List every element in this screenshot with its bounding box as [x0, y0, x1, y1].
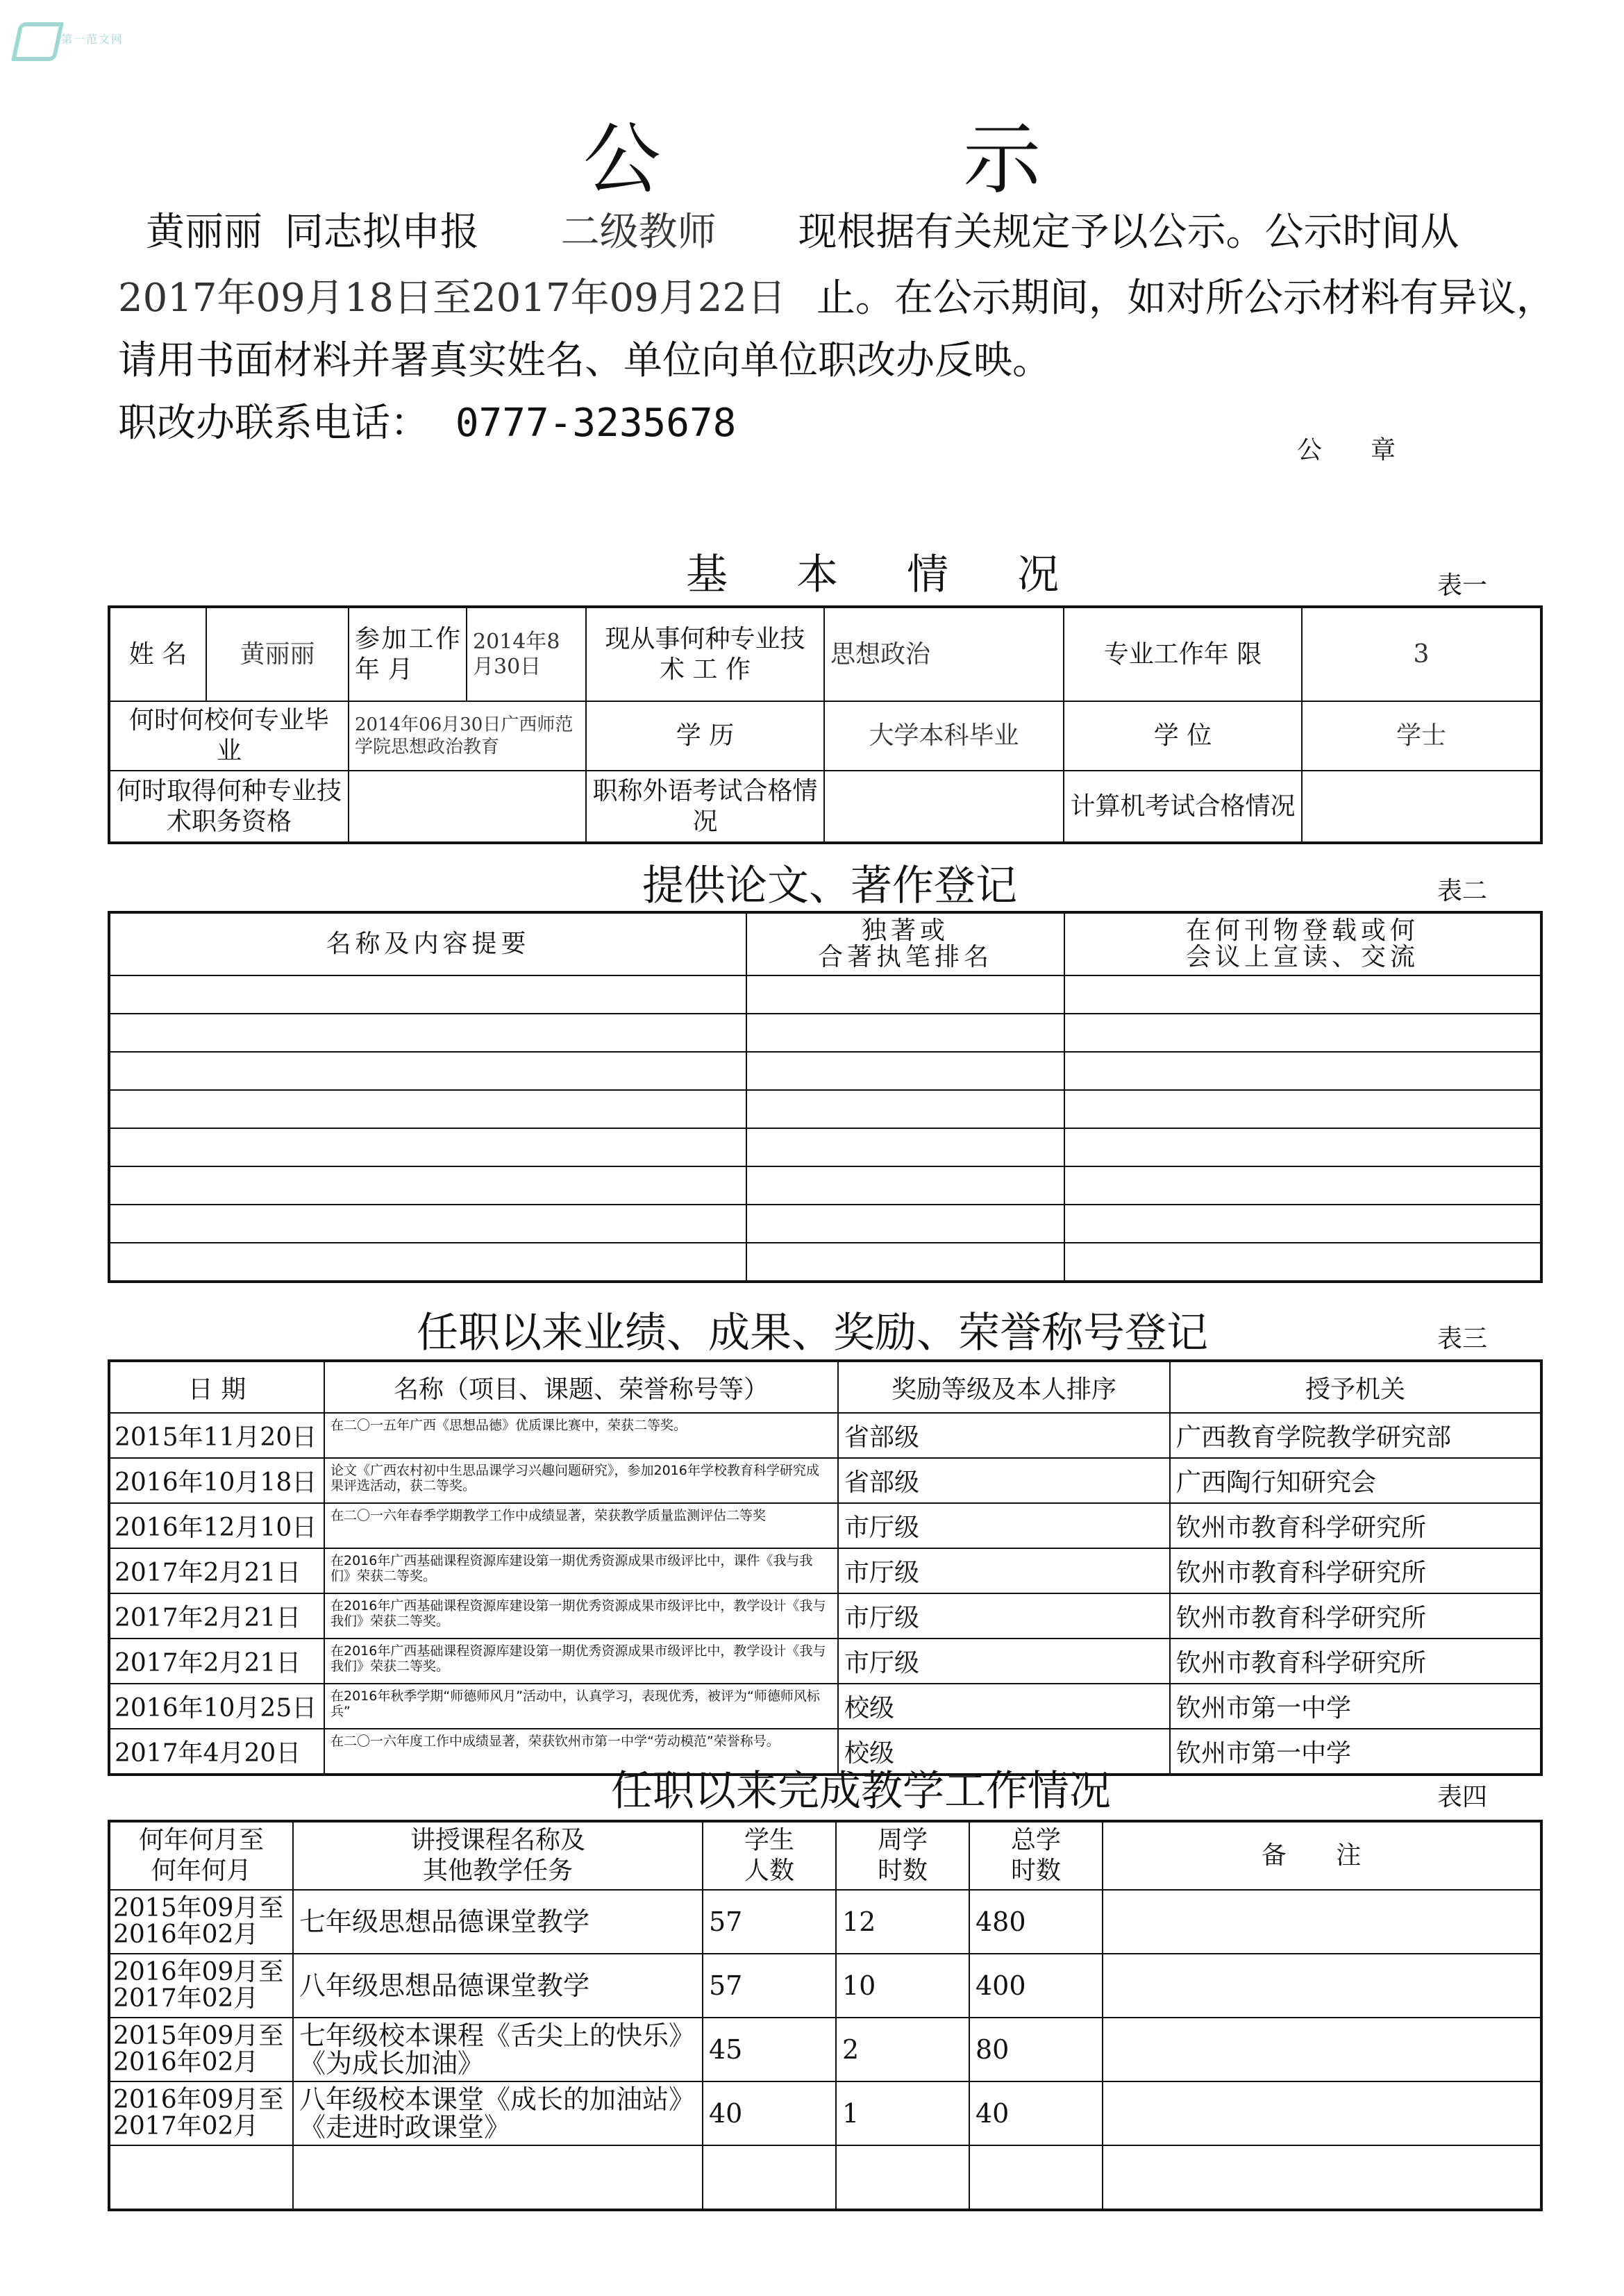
teaching-note	[1103, 1954, 1541, 2018]
teaching-weekly-hours: 1	[836, 2081, 969, 2145]
table-row	[109, 1090, 1541, 1128]
teaching-work-table	[108, 1820, 1543, 2211]
table-row	[109, 1052, 1541, 1090]
papers-cell	[746, 1128, 1064, 1166]
teaching-period-to: 2016年02月	[113, 1920, 259, 1949]
foreign-language-value	[824, 771, 1064, 843]
teaching-total-hours: 480	[969, 1890, 1103, 1954]
teaching-header-total	[969, 1821, 1103, 1890]
papers-cell	[746, 1014, 1064, 1052]
table-row	[109, 1503, 1541, 1548]
degree-label: 学 位	[1064, 701, 1302, 771]
papers-header-author-a: 独著或	[861, 916, 949, 945]
achievement-level: 市厅级	[838, 1593, 1170, 1639]
teaching-period	[109, 1954, 293, 2018]
phone-label: 职改办联系电话：	[118, 401, 429, 446]
papers-header-venue-b: 会议上宣读、交流	[1185, 943, 1419, 971]
work-start-label: 参加工作年 月	[349, 607, 467, 701]
papers-cell	[746, 1166, 1064, 1205]
table-row	[109, 1458, 1541, 1503]
teaching-header-period-b: 何年何月	[151, 1857, 251, 1885]
teaching-period-from: 2016年09月至	[113, 1958, 284, 1986]
teaching-course: 七年级思想品德课堂教学	[293, 1890, 703, 1954]
teaching-header-course-b: 其他教学任务	[422, 1857, 573, 1885]
achievements-header-org: 授予机关	[1170, 1361, 1541, 1413]
papers-cell	[1064, 1166, 1541, 1205]
achievement-description: 在2016年广西基础课程资源库建设第一期优秀资源成果市级评比中，教学设计《我与我们》荣获二等奖。	[324, 1639, 838, 1684]
qualification-value	[349, 771, 586, 843]
notice-text-1a: 同志拟申报	[284, 210, 479, 255]
teaching-students: 45	[703, 2018, 836, 2081]
years-value: 3	[1302, 607, 1541, 701]
achievement-date: 2016年12月10日	[109, 1503, 324, 1548]
teaching-period	[109, 2081, 293, 2145]
papers-cell	[746, 1052, 1064, 1090]
achievement-date: 2017年2月21日	[109, 1548, 324, 1593]
papers-cell	[746, 975, 1064, 1014]
teaching-total-hours: 400	[969, 1954, 1103, 2018]
table-row	[109, 1205, 1541, 1243]
table-row	[109, 1128, 1541, 1166]
papers-table	[108, 911, 1543, 1283]
achievement-description: 在2016年广西基础课程资源库建设第一期优秀资源成果市级评比中，课件《我与我们》荣获二等奖。	[324, 1548, 838, 1593]
teaching-total-hours	[969, 2145, 1103, 2210]
table-row	[109, 975, 1541, 1014]
papers-cell	[109, 1014, 746, 1052]
achievement-org: 钦州市教育科学研究所	[1170, 1548, 1541, 1593]
achievement-org: 钦州市第一中学	[1170, 1729, 1541, 1775]
notice-text-1b: 现根据有关规定予以公示。公示时间从	[798, 210, 1459, 255]
computer-exam-value	[1302, 771, 1541, 843]
logo-text: 第一范文网	[61, 33, 124, 46]
table-row	[109, 1639, 1541, 1684]
teaching-header-period-a: 何年何月至	[138, 1826, 264, 1854]
current-major-label: 现从事何种专业技 术 工 作	[586, 607, 824, 701]
papers-header-author	[746, 912, 1064, 975]
teaching-weekly-hours: 2	[836, 2018, 969, 2081]
teaching-period-from: 2015年09月至	[113, 1894, 284, 1922]
papers-header-name: 名称及内容提要	[109, 912, 746, 975]
achievement-level: 市厅级	[838, 1503, 1170, 1548]
current-major-value: 思想政治	[824, 607, 1064, 701]
teaching-students	[703, 2145, 836, 2210]
work-start-value: 2014年8月30日	[467, 607, 586, 701]
phone-number: 0777-3235678	[455, 401, 737, 446]
papers-header-author-b: 合著执笔排名	[817, 943, 993, 971]
achievement-date: 2017年4月20日	[109, 1729, 324, 1775]
teaching-period-to: 2017年02月	[113, 1984, 259, 2013]
official-seal-label: 公章	[1297, 436, 1445, 464]
table-row	[109, 2081, 1541, 2145]
basic-info-table	[108, 605, 1543, 844]
teaching-weekly-hours: 12	[836, 1890, 969, 1954]
table-row	[109, 2145, 1541, 2210]
achievement-description: 论文《广西农村初中生思品课学习兴趣问题研究》，参加2016年学校教育科学研究成果评选活动，获二等奖。	[324, 1458, 838, 1503]
table-row	[109, 1166, 1541, 1205]
papers-cell	[1064, 1052, 1541, 1090]
papers-cell	[1064, 1128, 1541, 1166]
table4-number: 表四	[1437, 1783, 1488, 1811]
table1-number: 表一	[1437, 571, 1488, 600]
achievement-level: 省部级	[838, 1458, 1170, 1503]
teaching-course	[293, 2145, 703, 2210]
papers-cell	[109, 1128, 746, 1166]
teaching-period-from: 2016年09月至	[113, 2086, 284, 2114]
teaching-header-students-b: 人数	[744, 1857, 794, 1885]
achievement-org: 钦州市教育科学研究所	[1170, 1503, 1541, 1548]
achievements-header-name: 名称（项目、课题、荣誉称号等）	[324, 1361, 838, 1413]
papers-cell	[109, 1090, 746, 1128]
papers-cell	[1064, 1205, 1541, 1243]
teaching-header-weekly-b: 时数	[877, 1857, 928, 1885]
computer-exam-label: 计算机考试合格情况	[1064, 771, 1302, 843]
achievement-date: 2016年10月25日	[109, 1684, 324, 1729]
teaching-course: 八年级思想品德课堂教学	[293, 1954, 703, 2018]
graduation-label: 何时何校何专业毕 业	[109, 701, 349, 771]
table2-number: 表二	[1437, 877, 1488, 905]
teaching-period	[109, 2145, 293, 2210]
notice-line-1	[118, 201, 1459, 257]
papers-cell	[746, 1205, 1064, 1243]
papers-cell	[109, 975, 746, 1014]
achievements-header-date: 日 期	[109, 1361, 324, 1413]
teaching-note	[1103, 2145, 1541, 2210]
name-value: 黄丽丽	[206, 607, 349, 701]
teaching-course: 八年级校本课堂《成长的加油站》《走进时政课堂》	[293, 2081, 703, 2145]
teaching-total-hours: 40	[969, 2081, 1103, 2145]
achievements-table	[108, 1359, 1543, 1776]
table4-title: 任职以来完成教学工作情况	[611, 1767, 1111, 1816]
table-row	[109, 1890, 1541, 1954]
education-label: 学 历	[586, 701, 824, 771]
education-value: 大学本科毕业	[824, 701, 1064, 771]
teaching-header-weekly-a: 周学	[877, 1826, 928, 1854]
page-title: 公 示	[583, 115, 1180, 205]
table-row	[109, 1014, 1541, 1052]
teaching-note	[1103, 1890, 1541, 1954]
teaching-header-note: 备 注	[1103, 1821, 1541, 1890]
teaching-note	[1103, 2018, 1541, 2081]
teaching-note	[1103, 2081, 1541, 2145]
achievement-level: 校级	[838, 1684, 1170, 1729]
teaching-period-to: 2016年02月	[113, 2048, 259, 2077]
papers-cell	[746, 1090, 1064, 1128]
achievement-org: 广西教育学院教学研究部	[1170, 1413, 1541, 1458]
achievement-org: 钦州市第一中学	[1170, 1684, 1541, 1729]
notice-rank: 二级教师	[560, 210, 717, 255]
papers-cell	[109, 1052, 746, 1090]
foreign-language-label: 职称外语考试合格情况	[586, 771, 824, 843]
teaching-students: 40	[703, 2081, 836, 2145]
achievement-description: 在二〇一五年广西《思想品德》优质课比赛中，荣获二等奖。	[324, 1413, 838, 1458]
achievement-description: 在2016年秋季学期“师德师风月”活动中，认真学习，表现优秀，被评为“师德师风标兵”	[324, 1684, 838, 1729]
achievement-level: 市厅级	[838, 1548, 1170, 1593]
teaching-course: 七年级校本课程《舌尖上的快乐》《为成长加油》	[293, 2018, 703, 2081]
teaching-header-weekly	[836, 1821, 969, 1890]
table3-title: 任职以来业绩、成果、奖励、荣誉称号登记	[417, 1309, 1208, 1357]
papers-cell	[109, 1243, 746, 1282]
papers-cell	[1064, 1014, 1541, 1052]
achievement-description: 在二〇一六年春季学期教学工作中成绩显著，荣获教学质量监测评估二等奖	[324, 1503, 838, 1548]
achievement-date: 2015年11月20日	[109, 1413, 324, 1458]
notice-person: 黄丽丽	[146, 210, 262, 255]
achievement-description: 在二〇一六年度工作中成绩显著，荣获钦州市第一中学“劳动模范”荣誉称号。	[324, 1729, 838, 1775]
degree-value: 学士	[1302, 701, 1541, 771]
graduation-value: 2014年06月30日广西师范学院思想政治教育	[349, 701, 586, 771]
teaching-header-total-a: 总学	[1010, 1826, 1061, 1854]
achievement-level: 市厅级	[838, 1639, 1170, 1684]
table-row	[109, 1954, 1541, 2018]
notice-text-2b: 止。在公示期间，如对所公示材料有异议，	[816, 276, 1555, 321]
achievement-org: 广西陶行知研究会	[1170, 1458, 1541, 1503]
table-row	[109, 2018, 1541, 2081]
papers-cell	[109, 1205, 746, 1243]
table-row	[109, 1243, 1541, 1282]
logo-mark-icon	[11, 22, 64, 61]
teaching-header-students-a: 学生	[744, 1826, 794, 1854]
notice-line-2	[118, 267, 1555, 323]
teaching-header-students	[703, 1821, 836, 1890]
papers-cell	[746, 1243, 1064, 1282]
teaching-period-to: 2017年02月	[113, 2112, 259, 2140]
teaching-students: 57	[703, 1890, 836, 1954]
table-row	[109, 1684, 1541, 1729]
teaching-weekly-hours: 10	[836, 1954, 969, 2018]
papers-cell	[109, 1166, 746, 1205]
teaching-period	[109, 2018, 293, 2081]
papers-header-venue-a: 在何刊物登载或何	[1185, 916, 1419, 945]
years-label: 专业工作年 限	[1064, 607, 1302, 701]
table-row	[109, 1593, 1541, 1639]
table3-number: 表三	[1437, 1325, 1488, 1353]
site-logo	[10, 17, 162, 58]
teaching-weekly-hours	[836, 2145, 969, 2210]
teaching-total-hours: 80	[969, 2018, 1103, 2081]
teaching-students: 57	[703, 1954, 836, 2018]
teaching-header-course-a: 讲授课程名称及	[410, 1826, 585, 1854]
achievement-date: 2017年2月21日	[109, 1593, 324, 1639]
teaching-period-from: 2015年09月至	[113, 2022, 284, 2050]
teaching-header-total-b: 时数	[1010, 1857, 1061, 1885]
achievements-header-level: 奖励等级及本人排序	[838, 1361, 1170, 1413]
notice-line-4	[118, 392, 736, 448]
table2-title: 提供论文、著作登记	[642, 862, 1017, 910]
teaching-period	[109, 1890, 293, 1954]
table1-title: 基 本 情 况	[686, 551, 1087, 599]
papers-cell	[1064, 975, 1541, 1014]
notice-line-3: 请用书面材料并署真实姓名、单位向单位职改办反映。	[118, 338, 1051, 383]
achievement-description: 在2016年广西基础课程资源库建设第一期优秀资源成果市级评比中，教学设计《我与我们》荣获二等奖。	[324, 1593, 838, 1639]
papers-cell	[1064, 1090, 1541, 1128]
achievement-org: 钦州市教育科学研究所	[1170, 1593, 1541, 1639]
achievement-org: 钦州市教育科学研究所	[1170, 1639, 1541, 1684]
name-label: 姓 名	[109, 607, 206, 701]
notice-dates: 2017年09月18日至2017年09月22日	[118, 276, 787, 321]
achievement-date: 2017年2月21日	[109, 1639, 324, 1684]
achievement-date: 2016年10月18日	[109, 1458, 324, 1503]
teaching-header-period	[109, 1821, 293, 1890]
achievement-level: 校级	[838, 1729, 1170, 1775]
table-row	[109, 1413, 1541, 1458]
table-row	[109, 1548, 1541, 1593]
teaching-header-course	[293, 1821, 703, 1890]
achievement-level: 省部级	[838, 1413, 1170, 1458]
papers-header-venue	[1064, 912, 1541, 975]
papers-cell	[1064, 1243, 1541, 1282]
qualification-label: 何时取得何种专业技术职务资格	[109, 771, 349, 843]
